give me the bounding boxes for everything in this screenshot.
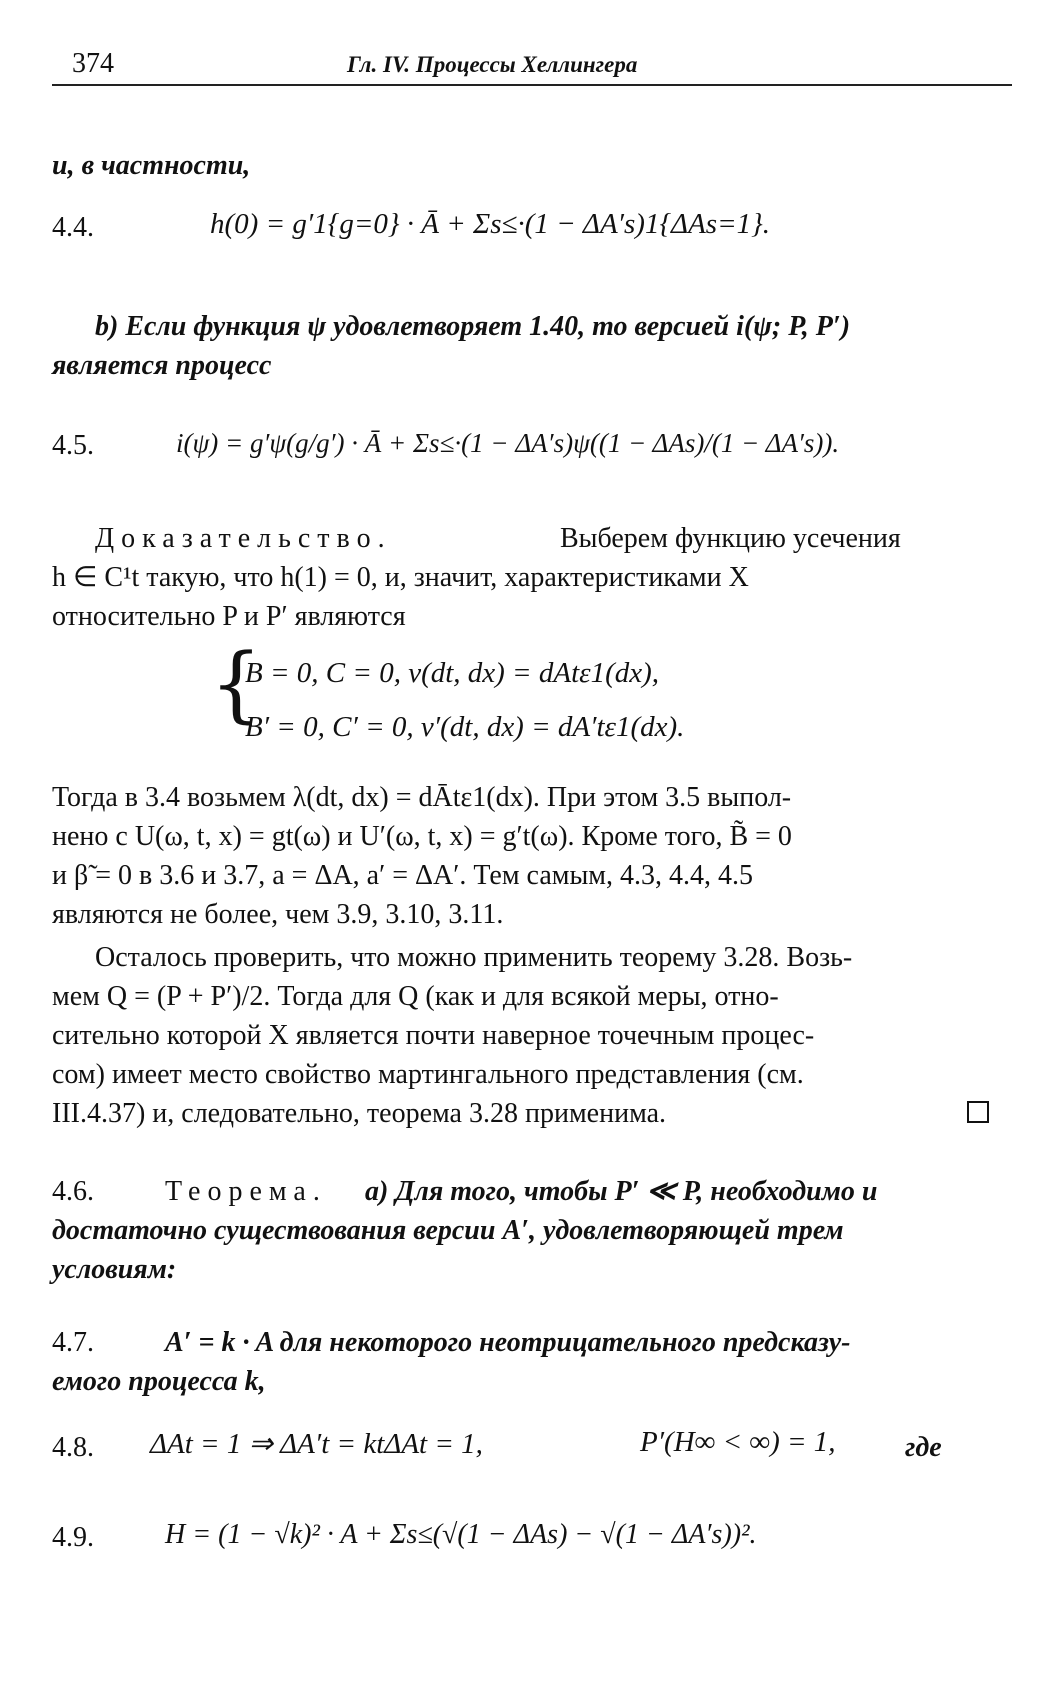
theorem-4-6-line3: условиям: <box>52 1254 177 1285</box>
qed-square <box>967 1101 989 1123</box>
eq-4-9-number: 4.9. <box>52 1522 94 1553</box>
theorem-4-6-label: Теорема. <box>165 1176 327 1207</box>
item-4-8-formula-left: ΔAt = 1 ⇒ ΔA′t = ktΔAt = 1, <box>150 1428 483 1460</box>
proof-label <box>95 519 392 558</box>
header-rule <box>52 84 1012 86</box>
item-4-8-number: 4.8. <box>52 1432 94 1463</box>
chapter-title: Гл. IV. Процессы Хеллингера <box>347 52 638 77</box>
proof-line2: h ∈ C¹t такую, что h(1) = 0, и, значит, характеристиками X <box>52 562 749 593</box>
theorem-4-6-line1: a) Для того, чтобы P′ ≪ P, необходимо и <box>365 1176 878 1207</box>
theorem-4-6-line2: достаточно существования версии A′, удовлетворяющей трем <box>52 1215 844 1246</box>
system-brace: { <box>210 637 263 732</box>
proof-line3: относительно P и P′ являются <box>52 601 406 632</box>
eq-4-4-number: 4.4. <box>52 212 94 243</box>
proof-line1-rest: Выберем функцию усечения <box>560 523 901 554</box>
para-remains-line4: сом) имеет место свойство мартингального представления (см. <box>52 1059 804 1090</box>
item-4-7-line2: емого процесса k, <box>52 1366 266 1397</box>
item-4-7-number: 4.7. <box>52 1327 94 1358</box>
para-remains-line3: сительно которой X является почти наверное точечным процес- <box>52 1020 815 1051</box>
para-then-line3: и β̃ = 0 в 3.6 и 3.7, a = ΔA, a′ = ΔA′. Тем самым, 4.3, 4.4, 4.5 <box>52 860 753 891</box>
para-remains-line2: мем Q = (P + P′)/2. Тогда для Q (как и для всякой меры, отно- <box>52 981 779 1012</box>
system-row2: B′ = 0, C′ = 0, ν′(dt, dx) = dA′tε1(dx). <box>245 711 685 743</box>
running-header <box>52 44 1007 84</box>
eq-4-9-formula: H = (1 − √k)² · A + Σs≤(√(1 − ΔAs) − √(1 − ΔA′s))². <box>165 1519 757 1550</box>
item-4-8-where: где <box>905 1432 942 1463</box>
eq-4-5-number: 4.5. <box>52 430 94 461</box>
system-row1: B = 0, C = 0, ν(dt, dx) = dAtε1(dx), <box>245 657 660 689</box>
para-then-line4: являются не более, чем 3.9, 3.10, 3.11. <box>52 899 504 930</box>
para-b-line1: b) Если функция ψ удовлетворяет 1.40, то версией i(ψ; P, P′) <box>95 311 851 342</box>
item-4-8-formula-right: P′(H∞ < ∞) = 1, <box>640 1426 836 1458</box>
eq-4-4-formula: h(0) = g′1{g=0} · Ā + Σs≤·(1 − ΔA′s)1{ΔAs=1}. <box>210 208 770 240</box>
proof-lead: Доказательство. <box>95 523 392 554</box>
intro-line: и, в частности, <box>52 150 251 181</box>
theorem-4-6-number: 4.6. <box>52 1176 94 1207</box>
para-remains-line5: III.4.37) и, следовательно, теорема 3.28 применима. <box>52 1098 667 1129</box>
page-number: 374 <box>72 48 114 79</box>
para-remains-line1: Осталось проверить, что можно применить теорему 3.28. Возь- <box>95 942 853 973</box>
item-4-7-line1: A′ = k · A для некоторого неотрицательного предсказу- <box>165 1327 851 1358</box>
para-then-line1: Тогда в 3.4 возьмем λ(dt, dx) = dĀtε1(dx). При этом 3.5 выпол- <box>52 782 792 813</box>
eq-4-5-formula: i(ψ) = g′ψ(g/g′) · Ā + Σs≤·(1 − ΔA′s)ψ((1 − ΔAs)/(1 − ΔA′s)). <box>176 428 840 458</box>
para-then-line2: нено с U(ω, t, x) = gt(ω) и U′(ω, t, x) = g′t(ω). Кроме того, B̃ = 0 <box>52 821 792 852</box>
para-b-line2: является процесс <box>52 350 272 381</box>
